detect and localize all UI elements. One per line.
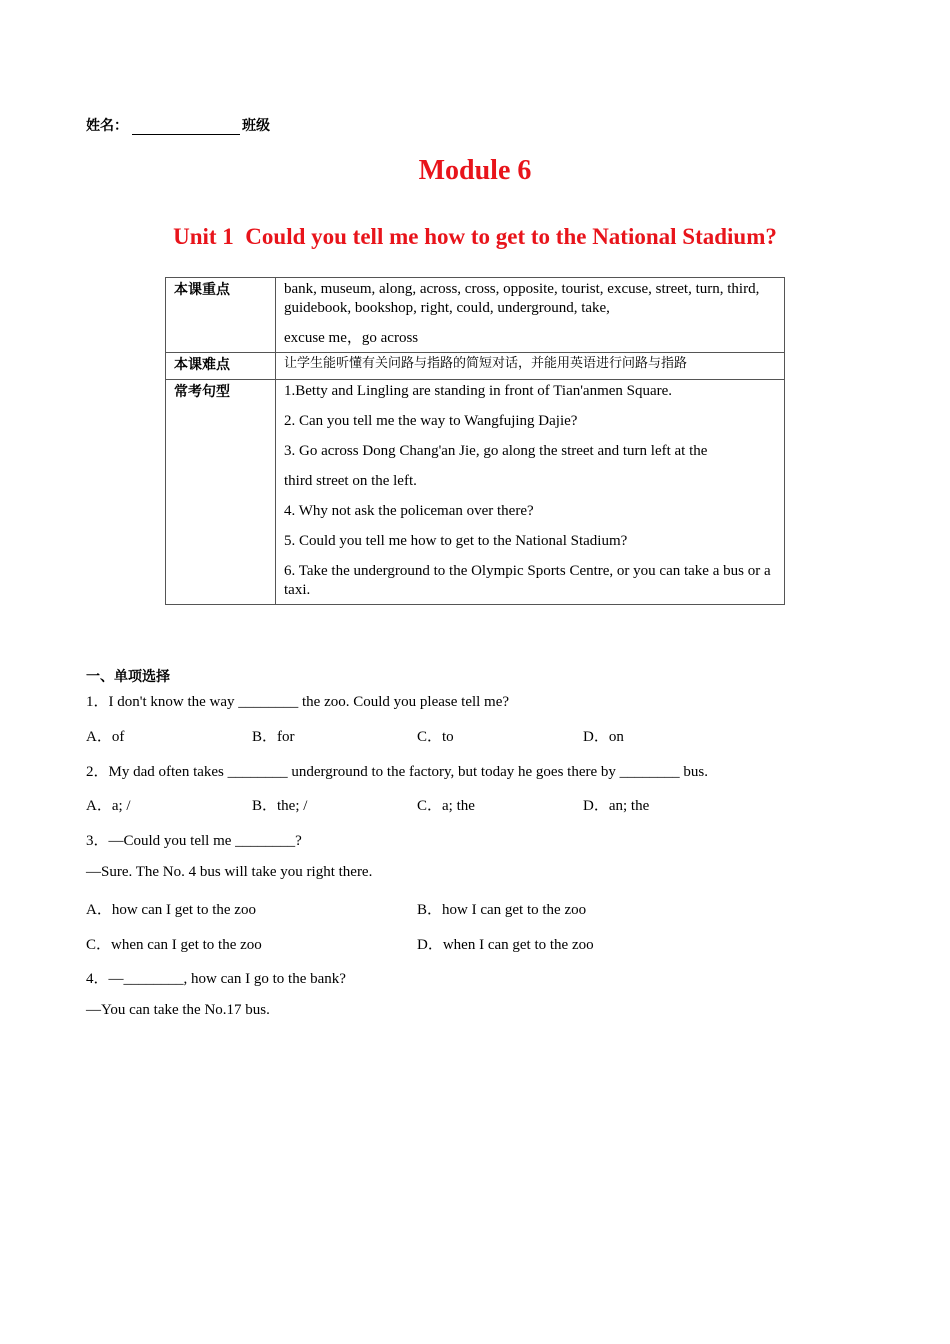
question-3-reply: —Sure. The No. 4 bus will take you right there. bbox=[86, 864, 373, 880]
row-key-cell: 本课重点 bbox=[166, 278, 276, 353]
question-3-option-c[interactable]: C．when can I get to the zoo bbox=[86, 937, 262, 953]
name-label: 姓名： bbox=[86, 118, 128, 134]
name-blank-field[interactable] bbox=[132, 118, 240, 135]
table-row-key-points bbox=[166, 278, 785, 353]
question-1-option-d[interactable]: D．on bbox=[583, 729, 624, 745]
question-4-reply: —You can take the No.17 bus. bbox=[86, 1002, 270, 1018]
question-2-stem: 2．My dad often takes ________ underground to the factory, but today he goes there by ________ bus. bbox=[86, 764, 708, 780]
row-value-cell bbox=[276, 278, 785, 353]
question-1-option-c[interactable]: C．to bbox=[417, 729, 454, 745]
sentence-item: 4. Why not ask the policeman over there? bbox=[284, 503, 534, 519]
question-1-option-b[interactable]: B．for bbox=[252, 729, 295, 745]
question-3-stem: 3．—Could you tell me ________? bbox=[86, 833, 302, 849]
question-2-option-c[interactable]: C．a; the bbox=[417, 798, 475, 814]
section-heading: 一、单项选择 bbox=[86, 669, 170, 685]
question-3-option-d[interactable]: D．when I can get to the zoo bbox=[417, 937, 594, 953]
module-title: Module 6 bbox=[418, 155, 532, 186]
sentence-item: 6. Take the underground to the Olympic Sports Centre, or you can take a bus or a taxi. bbox=[284, 563, 771, 598]
vocabulary-words: bank, museum, along, across, cross, opposite, tourist, excuse, street, turn, third, guidebook, bookshop, right, could, underground, take, bbox=[284, 281, 760, 316]
table-row-sentence-patterns bbox=[166, 380, 785, 605]
table-row-difficulties bbox=[166, 353, 785, 380]
difficulty-text: 让学生能听懂有关问路与指路的简短对话，并能用英语进行问路与指路 bbox=[284, 356, 688, 371]
question-1-option-a[interactable]: A．of bbox=[86, 729, 125, 745]
unit-title: Unit 1 Could you tell me how to get to the National Stadium? bbox=[173, 224, 777, 249]
question-3-option-a[interactable]: A．how can I get to the zoo bbox=[86, 902, 256, 918]
lesson-summary-table bbox=[165, 277, 785, 605]
row-value-cell bbox=[276, 353, 785, 380]
question-4-stem: 4．—________, how can I go to the bank? bbox=[86, 971, 346, 987]
question-1-stem: 1．I don't know the way ________ the zoo. Could you please tell me? bbox=[86, 694, 510, 710]
sentence-item: 5. Could you tell me how to get to the National Stadium? bbox=[284, 533, 628, 549]
class-label: 班级 bbox=[242, 118, 270, 134]
row-key-cell: 本课难点 bbox=[166, 353, 276, 380]
sentence-item-continued: third street on the left. bbox=[284, 473, 417, 489]
question-3-option-b[interactable]: B．how I can get to the zoo bbox=[417, 902, 587, 918]
sentence-item: 1.Betty and Lingling are standing in front of Tian'anmen Square. bbox=[284, 383, 673, 399]
question-2-option-a[interactable]: A．a; / bbox=[86, 798, 131, 814]
row-key-cell: 常考句型 bbox=[166, 380, 276, 605]
sentence-item: 2. Can you tell me the way to Wangfujing Dajie? bbox=[284, 413, 578, 429]
question-2-option-b[interactable]: B．the; / bbox=[252, 798, 308, 814]
sentence-item: 3. Go across Dong Chang'an Jie, go along the street and turn left at the bbox=[284, 443, 708, 459]
question-2-option-d[interactable]: D．an; the bbox=[583, 798, 650, 814]
student-info-line bbox=[86, 115, 270, 135]
row-value-cell bbox=[276, 380, 785, 605]
vocabulary-phrases: excuse me，go across bbox=[284, 330, 419, 346]
